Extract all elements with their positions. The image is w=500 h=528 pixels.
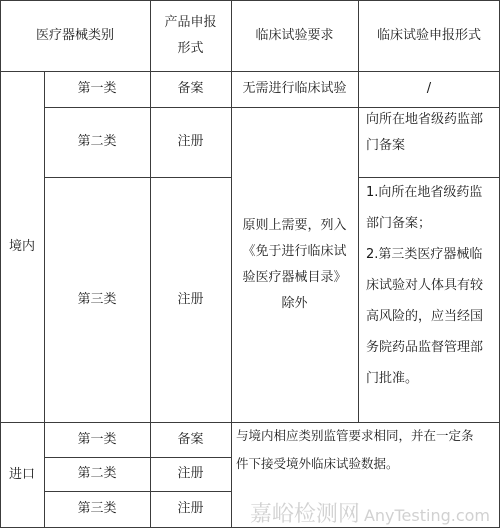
- requirement-line-4: 除外: [281, 295, 308, 311]
- domestic-class3-form: [150, 177, 231, 422]
- header-filing-form: [150, 0, 231, 71]
- import-requirement-line2: 件下接受境外临床试验数据。: [236, 456, 399, 471]
- domestic-class3-name: [44, 177, 150, 422]
- watermark-en: AnyTesting.com: [363, 506, 490, 525]
- domestic-class1-name-text: 第一类: [77, 81, 117, 96]
- header-category-text: 医疗器械类别: [35, 27, 114, 43]
- domestic-class1-requirement-text: 无需进行临床试验: [242, 81, 347, 96]
- import-class3-form: [150, 491, 231, 527]
- import-class2-form-text: 注册: [177, 466, 204, 481]
- header-trial-filing: [358, 0, 500, 71]
- watermark: [250, 503, 490, 528]
- class3-filing-line-3: 2.第三类医疗器械临: [366, 247, 483, 262]
- class3-filing-line-7: 门批准。: [366, 371, 419, 386]
- domestic-class23-requirement: [231, 107, 358, 422]
- domestic-class3-filing: [358, 177, 500, 422]
- domestic-class1-name: [44, 71, 150, 107]
- watermark-cn: 嘉峪检测网: [249, 502, 360, 527]
- import-class1-form: [150, 422, 231, 457]
- domestic-class1-filing-text: /: [426, 81, 432, 96]
- group-label-domestic-text: 境内: [8, 238, 35, 254]
- import-class3-name: [44, 491, 150, 527]
- domestic-class2-filing-line2: 门备案: [366, 138, 406, 153]
- import-class2-name-text: 第二类: [77, 466, 117, 481]
- domestic-class1-requirement: [231, 71, 358, 107]
- import-requirement-line1: 与境内相应类别监管要求相同，并在一定条: [236, 428, 474, 443]
- domestic-class2-name-text: 第二类: [77, 134, 117, 149]
- header-filing-form-line1: 产品申报: [164, 14, 217, 30]
- domestic-class2-filing: [358, 107, 500, 177]
- group-label-domestic: [0, 71, 44, 422]
- class3-filing-line-1: 1.向所在地省级药监: [366, 185, 483, 200]
- import-class1-name: [44, 422, 150, 457]
- domestic-class1-form: [150, 71, 231, 107]
- domestic-class2-name: [44, 107, 150, 177]
- import-class3-name-text: 第三类: [77, 501, 117, 516]
- import-class2-form: [150, 457, 231, 491]
- requirement-line-1: 原则上需要，列入: [242, 217, 347, 233]
- header-filing-form-line2: 形式: [177, 40, 204, 56]
- import-class3-form-text: 注册: [177, 501, 204, 516]
- class3-filing-line-5: 高风险的，应当经国: [366, 309, 484, 324]
- domestic-class1-form-text: 备案: [177, 81, 204, 96]
- requirement-line-3: 验医疗器械目录》: [242, 269, 347, 285]
- header-trial-filing-text: 临床试验申报形式: [376, 27, 481, 43]
- import-class1-form-text: 备案: [177, 431, 204, 447]
- domestic-class3-name-text: 第三类: [77, 291, 117, 307]
- domestic-class3-form-text: 注册: [177, 291, 204, 307]
- header-trial-requirement-text: 临床试验要求: [255, 27, 334, 43]
- domestic-class2-filing-line1: 向所在地省级药监部: [366, 112, 484, 127]
- group-label-import: [0, 422, 44, 527]
- header-trial-requirement: [231, 0, 358, 71]
- import-class1-name-text: 第一类: [77, 431, 117, 447]
- domestic-class2-form: [150, 107, 231, 177]
- class3-filing-line-4: 床试验对人体具有较: [366, 278, 484, 293]
- domestic-class2-form-text: 注册: [177, 134, 204, 149]
- header-category: [0, 0, 150, 71]
- requirement-line-2: 《免于进行临床试: [242, 243, 347, 259]
- class3-filing-line-6: 务院药品监督管理部: [366, 340, 484, 355]
- group-label-import-text: 进口: [8, 466, 35, 482]
- domestic-class1-filing: [358, 71, 500, 107]
- import-class2-name: [44, 457, 150, 491]
- class3-filing-line-2: 部门备案；: [366, 216, 432, 231]
